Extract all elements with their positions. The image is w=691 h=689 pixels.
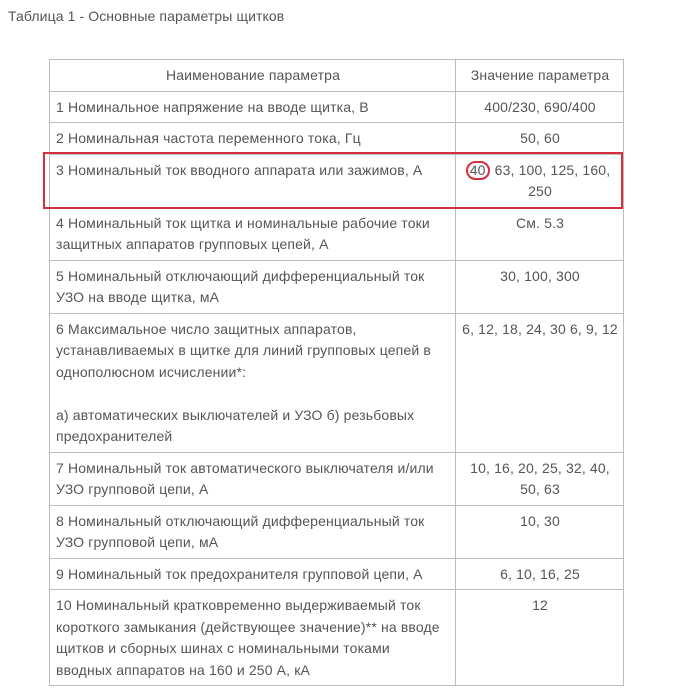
param-cell: 9 Номинальный ток предохранителя групповой цепи, А [50,558,456,590]
value-cell: 10, 16, 20, 25, 32, 40, 50, 63 [456,452,624,505]
value-cell: 12 [456,590,624,686]
value-cell: 10, 30 [456,505,624,558]
table-row [50,207,624,260]
table-row [50,313,624,452]
param-cell: 7 Номинальный ток автоматического выключателя и/или УЗО групповой цепи, А [50,452,456,505]
header-param: Наименование параметра [50,60,456,92]
parameters-table [49,59,624,686]
table-row [50,91,624,123]
param-cell: 10 Номинальный кратковременно выдерживаемый ток короткого замыкания (действующее значение)** на вводе щитков и сборных шинах с номинальными токами вводных аппаратов на 160 и 250 А, кА [50,590,456,686]
table-row [50,260,624,313]
table-header-row [50,60,624,92]
value-cell: 30, 100, 300 [456,260,624,313]
table-row [50,123,624,155]
value-cell: 50, 60 [456,123,624,155]
param-cell: 3 Номинальный ток вводного аппарата или зажимов, А [50,154,456,207]
param-cell [50,313,456,452]
table-row [50,505,624,558]
circled-value: 40 [466,161,490,180]
value-cell: 400/230, 690/400 [456,91,624,123]
param-cell: 4 Номинальный ток щитка и номинальные рабочие токи защитных аппаратов групповых цепей, А [50,207,456,260]
param-cell: 8 Номинальный отключающий дифференциальный ток УЗО групповой цепи, мА [50,505,456,558]
table-row [50,558,624,590]
param-cell: 5 Номинальный отключающий дифференциальный ток УЗО на вводе щитка, мА [50,260,456,313]
table-row [50,452,624,505]
param-text: 6 Максимальное число защитных аппаратов, устанавливаемых в щитке для линий групповых цепей в однополюсном исчислении*: [56,320,431,380]
value-rest: 63, 100, 125, 160, 250 [490,161,611,199]
value-cell [456,154,624,207]
table-row [50,590,624,686]
param-subtext: а) автоматических выключателей и УЗО б) резьбовых предохранителей [56,406,415,444]
value-cell: 6, 10, 16, 25 [456,558,624,590]
value-cell: 6, 12, 18, 24, 30 6, 9, 12 [456,313,624,452]
param-cell: 2 Номинальная частота переменного тока, Гц [50,123,456,155]
param-cell: 1 Номинальное напряжение на вводе щитка, В [50,91,456,123]
table-row-highlighted [50,154,624,207]
header-value: Значение параметра [456,60,624,92]
value-cell: См. 5.3 [456,207,624,260]
table-caption: Таблица 1 - Основные параметры щитков [8,8,285,24]
